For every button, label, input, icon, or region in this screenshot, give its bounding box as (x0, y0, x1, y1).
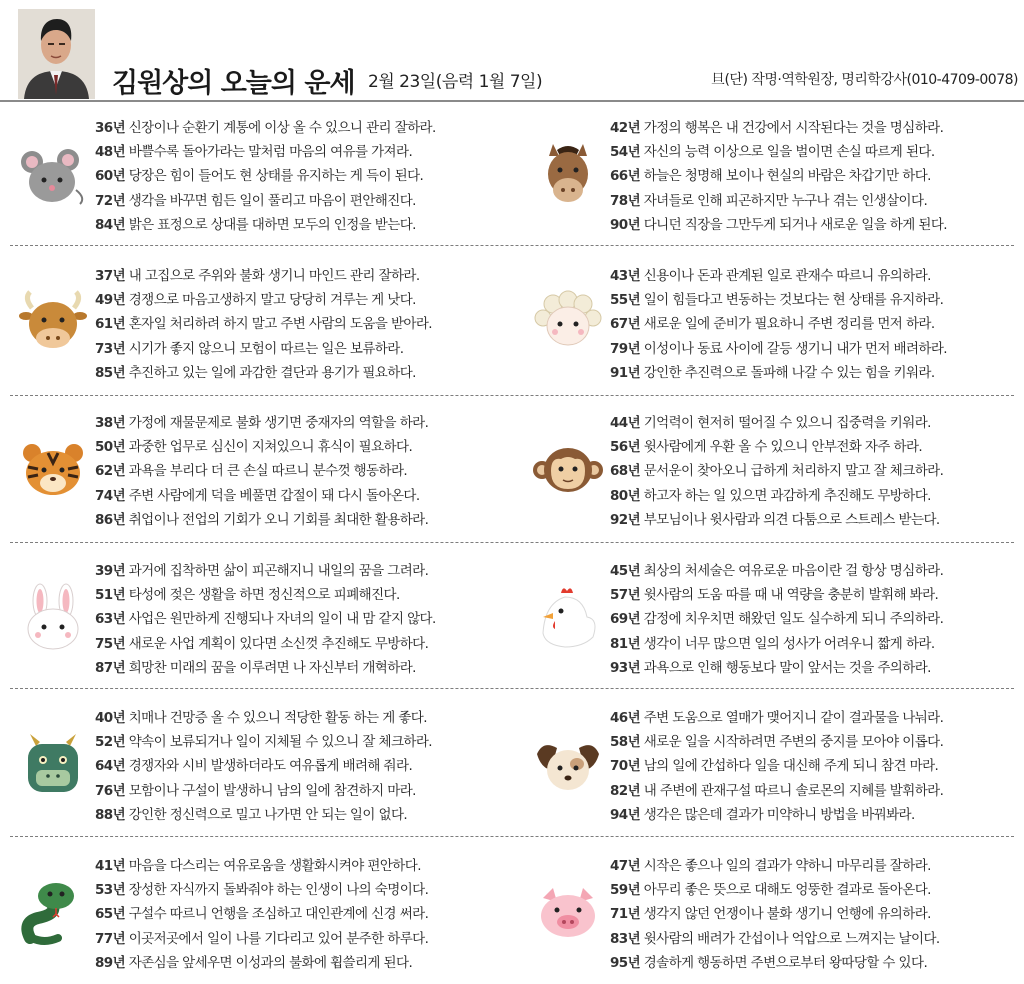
fortune-text: 강인한 추진력으로 돌파해 나갈 수 있는 힘을 키워라. (640, 364, 935, 381)
fortune-line (610, 312, 1024, 336)
monkey-icon (533, 435, 603, 505)
birth-year: 77년 (95, 930, 126, 947)
fortune-text: 윗사람의 배려가 간섭이나 억압으로 느껴지는 날이다. (640, 930, 940, 947)
fortune-cell-monkey (527, 400, 1024, 540)
fortune-line (95, 854, 517, 878)
birth-year: 65년 (95, 906, 126, 923)
author-photo (18, 9, 95, 99)
fortune-line (610, 902, 1024, 926)
fortune-list (95, 854, 517, 975)
row-divider (10, 688, 1014, 689)
fortune-text: 새로운 일에 준비가 필요하니 주변 정리를 먼저 하라. (640, 316, 935, 333)
dog-icon (533, 730, 603, 800)
fortune-line (95, 484, 517, 508)
birth-year: 60년 (95, 168, 126, 185)
fortune-line (610, 361, 1024, 385)
page-title: 김원상의 오늘의 운세 (112, 68, 355, 99)
birth-year: 75년 (95, 635, 126, 652)
birth-year: 46년 (610, 710, 641, 726)
row-divider (10, 245, 1014, 246)
fortune-line (610, 927, 1024, 951)
fortune-text: 강인한 정신력으로 밀고 나가면 안 되는 일이 없다. (125, 806, 408, 823)
fortune-line (610, 484, 1024, 508)
fortune-text: 신장이나 순환기 계통에 이상 올 수 있으니 관리 잘하라. (125, 120, 436, 136)
fortune-text: 신용이나 돈과 관계된 일로 관재수 따르니 유의하라. (640, 268, 931, 284)
fortune-line (610, 779, 1024, 803)
fortune-text: 기억력이 현저히 떨어질 수 있으니 집중력을 키워라. (640, 415, 931, 431)
fortune-line (95, 213, 517, 237)
birth-year: 86년 (95, 511, 126, 528)
fortune-text: 시작은 좋으나 일의 결과가 약하니 마무리를 잘하라. (640, 858, 931, 874)
fortune-list (610, 264, 1024, 385)
fortune-text: 내 고집으로 주위와 불화 생기니 마인드 관리 잘하라. (125, 268, 420, 284)
fortune-cell-sheep (527, 253, 1024, 393)
fortune-line (95, 632, 517, 656)
birth-year: 84년 (95, 216, 126, 233)
fortune-line (95, 435, 517, 459)
birth-year: 43년 (610, 268, 641, 284)
fortune-line (610, 754, 1024, 778)
birth-year: 63년 (95, 611, 126, 628)
birth-year: 79년 (610, 340, 641, 357)
birth-year: 89년 (95, 954, 126, 971)
fortune-line (95, 459, 517, 483)
dragon-icon (18, 730, 88, 800)
fortune-line (95, 730, 517, 754)
fortune-text: 이곳저곳에서 일이 나를 기다리고 있어 분주한 하루다. (125, 930, 429, 947)
fortune-cell-rooster (527, 548, 1024, 688)
fortune-line (95, 312, 517, 336)
fortune-cell-rat (12, 105, 517, 245)
birth-year: 38년 (95, 415, 126, 431)
birth-year: 85년 (95, 364, 126, 381)
fortune-text: 과욕으로 인해 행동보다 말이 앞서는 것을 주의하라. (640, 659, 931, 676)
birth-year: 83년 (610, 930, 641, 947)
row-divider (10, 836, 1014, 837)
birth-year: 61년 (95, 316, 126, 333)
birth-year: 36년 (95, 120, 126, 136)
fortune-text: 주변 사람에게 덕을 베풀면 갑절이 돼 다시 돌아온다. (125, 487, 420, 504)
rooster-icon (533, 583, 603, 653)
fortune-text: 생각은 많은데 결과가 미약하니 방법을 바꿔봐라. (640, 806, 915, 823)
birth-year: 49년 (95, 292, 126, 309)
birth-year: 39년 (95, 563, 126, 579)
birth-year: 37년 (95, 268, 126, 284)
birth-year: 58년 (610, 734, 641, 751)
fortune-text: 아무리 좋은 뜻으로 대해도 엉뚱한 결과로 돌아온다. (640, 882, 931, 899)
birth-year: 66년 (610, 168, 641, 185)
fortune-text: 생각을 바꾸면 힘든 일이 풀리고 마음이 편안해진다. (125, 192, 416, 209)
birth-year: 55년 (610, 292, 641, 309)
fortune-text: 타성에 젖은 생활을 하면 정신적으로 피폐해진다. (125, 587, 400, 604)
birth-year: 80년 (610, 487, 641, 504)
fortune-text: 이성이나 동료 사이에 갈등 생기니 내가 먼저 배려하라. (640, 340, 947, 357)
fortune-line (95, 288, 517, 312)
fortune-line (95, 878, 517, 902)
fortune-text: 혼자일 처리하려 하지 말고 주변 사람의 도움을 받아라. (125, 316, 432, 333)
row-divider (10, 542, 1014, 543)
fortune-list (95, 559, 517, 680)
fortune-text: 모함이나 구설이 발생하니 남의 일에 참견하지 마라. (125, 782, 416, 799)
birth-year: 50년 (95, 439, 126, 456)
birth-year: 68년 (610, 463, 641, 480)
sheep-icon (533, 288, 603, 358)
birth-year: 95년 (610, 954, 641, 971)
birth-year: 73년 (95, 340, 126, 357)
fortune-line (95, 164, 517, 188)
fortune-line (610, 411, 1024, 435)
birth-year: 90년 (610, 216, 641, 233)
fortune-text: 일이 힘들다고 변동하는 것보다는 현 상태를 유지하라. (640, 292, 944, 309)
fortune-list (610, 411, 1024, 532)
fortune-line (95, 803, 517, 827)
fortune-line (610, 730, 1024, 754)
fortune-line (610, 264, 1024, 288)
fortune-text: 희망찬 미래의 꿈을 이루려면 나 자신부터 개혁하라. (125, 659, 416, 676)
fortune-cell-snake (12, 843, 517, 983)
fortune-line (610, 116, 1024, 140)
fortune-text: 남의 일에 간섭하다 일을 대신해 주게 되니 참견 마라. (640, 758, 939, 775)
author-byline: 旦(단) 작명·역학원장, 명리학강사(010-4709-0078) (710, 72, 1018, 88)
fortune-line (610, 607, 1024, 631)
birth-year: 94년 (610, 806, 641, 823)
birth-year: 51년 (95, 587, 126, 604)
row-divider (10, 395, 1014, 396)
fortune-text: 경쟁자와 시비 발생하더라도 여유롭게 배려해 줘라. (125, 758, 413, 775)
fortune-list (610, 854, 1024, 975)
fortune-line (95, 779, 517, 803)
fortune-line (610, 951, 1024, 975)
fortune-line (610, 559, 1024, 583)
birth-year: 74년 (95, 487, 126, 504)
fortune-cell-ox (12, 253, 517, 393)
fortune-text: 과거에 집착하면 삶이 피곤해지니 내일의 꿈을 그려라. (125, 563, 429, 579)
fortune-line (610, 164, 1024, 188)
birth-year: 82년 (610, 782, 641, 799)
fortune-line (610, 706, 1024, 730)
fortune-line (95, 140, 517, 164)
fortune-text: 내 주변에 관재구설 따르니 솔로몬의 지혜를 발휘하라. (640, 782, 944, 799)
birth-year: 70년 (610, 758, 641, 775)
fortune-line (95, 656, 517, 680)
rabbit-icon (18, 583, 88, 653)
fortune-text: 약속이 보류되거나 일이 지체될 수 있으니 잘 체크하라. (125, 734, 432, 751)
fortune-line (95, 559, 517, 583)
birth-year: 92년 (610, 511, 641, 528)
fortune-text: 자존심을 앞세우면 이성과의 불화에 휩쓸리게 된다. (125, 954, 413, 971)
fortune-text: 치매나 건망증 올 수 있으니 적당한 활동 하는 게 좋다. (125, 710, 427, 726)
fortune-text: 취업이나 전업의 기회가 오니 기회를 최대한 활용하라. (125, 511, 429, 528)
birth-year: 76년 (95, 782, 126, 799)
fortune-line (610, 213, 1024, 237)
fortune-text: 윗사람의 도움 따를 때 내 역량을 충분히 발휘해 봐라. (640, 587, 939, 604)
header (0, 0, 1024, 103)
fortune-text: 하고자 하는 일 있으면 과감하게 추진해도 무방하다. (640, 487, 931, 504)
birth-year: 62년 (95, 463, 126, 480)
fortune-text: 자신의 능력 이상으로 일을 벌이면 손실 따르게 된다. (640, 144, 935, 161)
birth-year: 52년 (95, 734, 126, 751)
fortune-line (610, 878, 1024, 902)
birth-year: 44년 (610, 415, 641, 431)
fortune-cell-horse (527, 105, 1024, 245)
fortune-line (610, 459, 1024, 483)
fortune-line (610, 288, 1024, 312)
birth-year: 69년 (610, 611, 641, 628)
fortune-line (95, 927, 517, 951)
fortune-line (610, 140, 1024, 164)
birth-year: 57년 (610, 587, 641, 604)
birth-year: 88년 (95, 806, 126, 823)
fortune-text: 가정에 재물문제로 불화 생기면 중재자의 역할을 하라. (125, 415, 429, 431)
date-label: 2월 23일(음력 1월 7일) (368, 72, 543, 92)
fortune-text: 당장은 힘이 들어도 현 상태를 유지하는 게 득이 된다. (125, 168, 424, 185)
fortune-text: 추진하고 있는 일에 과감한 결단과 용기가 필요하다. (125, 364, 416, 381)
fortune-line (610, 583, 1024, 607)
rat-icon (18, 140, 88, 210)
fortune-list (95, 411, 517, 532)
fortune-line (95, 951, 517, 975)
fortune-line (610, 508, 1024, 532)
fortune-text: 감정에 치우치면 해왔던 일도 실수하게 되니 주의하라. (640, 611, 944, 628)
snake-icon (18, 878, 88, 948)
birth-year: 42년 (610, 120, 641, 136)
fortune-text: 경쟁으로 마음고생하지 말고 당당히 겨루는 게 낫다. (125, 292, 416, 309)
birth-year: 40년 (95, 710, 126, 726)
fortune-line (95, 508, 517, 532)
fortune-text: 바쁠수록 돌아가라는 말처럼 마음의 여유를 가져라. (125, 144, 413, 161)
fortune-text: 생각이 너무 많으면 일의 성사가 어려우니 짧게 하라. (640, 635, 935, 652)
fortune-text: 새로운 일을 시작하려면 주변의 중지를 모아야 이롭다. (640, 734, 944, 751)
fortune-line (610, 803, 1024, 827)
fortune-line (95, 116, 517, 140)
fortune-list (95, 264, 517, 385)
birth-year: 93년 (610, 659, 641, 676)
fortune-cell-tiger (12, 400, 517, 540)
fortune-line (610, 656, 1024, 680)
fortune-line (95, 264, 517, 288)
fortune-line (95, 583, 517, 607)
fortune-text: 밝은 표정으로 상대를 대하면 모두의 인정을 받는다. (125, 216, 416, 233)
birth-year: 81년 (610, 635, 641, 652)
birth-year: 45년 (610, 563, 641, 579)
fortune-cell-rabbit (12, 548, 517, 688)
birth-year: 48년 (95, 144, 126, 161)
fortune-list (95, 706, 517, 827)
pig-icon (533, 878, 603, 948)
fortune-line (95, 337, 517, 361)
fortune-text: 시기가 좋지 않으니 모험이 따르는 일은 보류하라. (125, 340, 404, 357)
fortune-list (610, 559, 1024, 680)
fortune-cell-pig (527, 843, 1024, 983)
fortune-line (610, 435, 1024, 459)
fortune-cell-dog (527, 695, 1024, 835)
fortune-text: 장성한 자식까지 돌봐줘야 하는 인생이 나의 숙명이다. (125, 882, 429, 899)
birth-year: 41년 (95, 858, 126, 874)
tiger-icon (18, 435, 88, 505)
fortune-text: 생각지 않던 언쟁이나 불화 생기니 언행에 유의하라. (640, 906, 931, 923)
birth-year: 53년 (95, 882, 126, 899)
fortune-list (95, 116, 517, 237)
fortune-text: 과중한 업무로 심신이 지쳐있으니 휴식이 필요하다. (125, 439, 413, 456)
birth-year: 87년 (95, 659, 126, 676)
ox-icon (18, 288, 88, 358)
fortune-line (95, 902, 517, 926)
fortune-text: 자녀들로 인해 피곤하지만 누구나 겪는 인생살이다. (640, 192, 928, 209)
fortune-text: 부모님이나 윗사람과 의견 다툼으로 스트레스 받는다. (640, 511, 940, 528)
birth-year: 78년 (610, 192, 641, 209)
fortune-text: 하늘은 청명해 보이나 현실의 바람은 차갑기만 하다. (640, 168, 931, 185)
fortune-line (610, 189, 1024, 213)
fortune-text: 경솔하게 행동하면 주변으로부터 왕따당할 수 있다. (640, 954, 928, 971)
fortune-line (95, 607, 517, 631)
fortune-cell-dragon (12, 695, 517, 835)
fortune-text: 다니던 직장을 그만두게 되거나 새로운 일을 하게 된다. (640, 216, 947, 233)
fortune-line (610, 854, 1024, 878)
fortune-text: 구설수 따르니 언행을 조심하고 대인관계에 신경 써라. (125, 906, 429, 923)
fortune-line (95, 754, 517, 778)
fortune-text: 사업은 원만하게 진행되나 자녀의 일이 내 맘 같지 않다. (125, 611, 436, 628)
fortune-text: 과욕을 부리다 더 큰 손실 따르니 분수껏 행동하라. (125, 463, 408, 480)
horse-icon (533, 140, 603, 210)
fortune-line (610, 632, 1024, 656)
fortune-line (95, 411, 517, 435)
fortune-text: 문서운이 찾아오니 급하게 처리하지 말고 잘 체크하라. (640, 463, 944, 480)
fortune-list (610, 116, 1024, 237)
fortune-list (610, 706, 1024, 827)
fortune-line (95, 189, 517, 213)
fortune-text: 주변 도움으로 열매가 맺어지니 같이 결과물을 나눠라. (640, 710, 944, 726)
birth-year: 47년 (610, 858, 641, 874)
birth-year: 56년 (610, 439, 641, 456)
fortune-text: 마음을 다스리는 여유로움을 생활화시켜야 편안하다. (125, 858, 421, 874)
birth-year: 67년 (610, 316, 641, 333)
header-divider (0, 100, 1024, 102)
fortune-line (95, 706, 517, 730)
birth-year: 59년 (610, 882, 641, 899)
birth-year: 91년 (610, 364, 641, 381)
fortune-text: 새로운 사업 계획이 있다면 소신껏 추진해도 무방하다. (125, 635, 429, 652)
fortune-text: 가정의 행복은 내 건강에서 시작된다는 것을 명심하라. (640, 120, 944, 136)
fortune-text: 윗사람에게 우환 올 수 있으니 안부전화 자주 하라. (640, 439, 923, 456)
fortune-line (95, 361, 517, 385)
birth-year: 72년 (95, 192, 126, 209)
fortune-line (610, 337, 1024, 361)
birth-year: 71년 (610, 906, 641, 923)
birth-year: 54년 (610, 144, 641, 161)
birth-year: 64년 (95, 758, 126, 775)
fortune-text: 최상의 처세술은 여유로운 마음이란 걸 항상 명심하라. (640, 563, 944, 579)
